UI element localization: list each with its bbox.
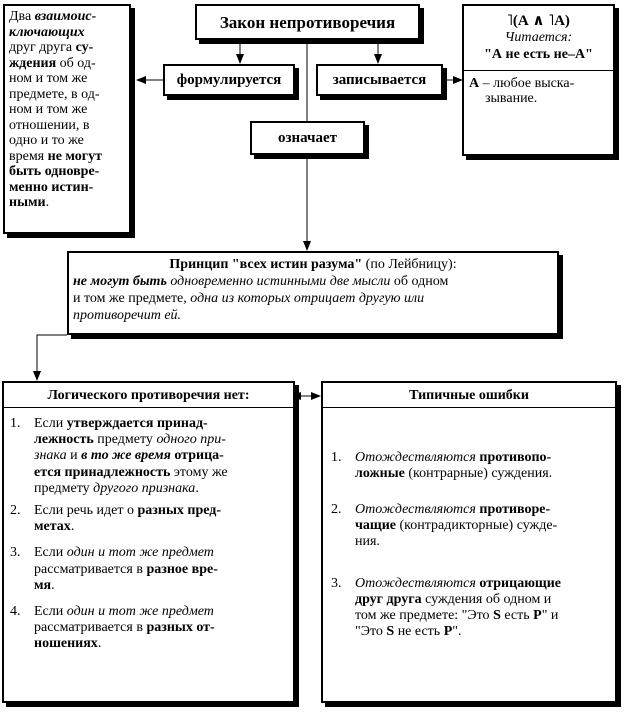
reading-text: "А не есть не–А" [484,47,593,62]
a-description: А – любое выска- зывание. [469,76,575,106]
list-item: 2. Отождествляются противоре- чащие (контрадикторные) сужде- ния. [331,502,558,549]
formula-box [462,4,615,156]
means-box [250,121,365,155]
no-contradiction-list [4,408,293,653]
typical-errors-box [321,381,617,703]
principle-to-left-line [37,335,67,380]
formulated-box [163,64,295,96]
list-item: 1. Отождествляются противопо- ложные (контрарные) суждения. [331,450,553,481]
list-item: 1. Если утверждается принад- лежность предмету одного при- знака и в то же время отрица- ется принадлежность этому же предмету другого признака. [10,416,228,496]
principle-line-2: и том же предмете, одна из которых отрицает другую или [73,291,425,306]
written-label: записывается [332,71,427,88]
principle-title: Принцип "всех истин разума" (по Лейбницу): [169,257,457,272]
list-item: 3. Если один и тот же предмет рассматривается в разное вре- мя. [10,545,218,593]
written-box [316,64,443,96]
formulated-label: формулируется [176,71,282,88]
law-title: Закон непротиворечия [219,12,396,32]
means-label: означает [277,129,338,146]
principle-box [67,251,559,335]
law-title-box [195,4,420,40]
no-contradiction-header: Логического противоречия нет: [4,383,293,408]
definition-text: Два взаимоис- ключающих друг друга су- ждения об од- ном и том же предмете, в од- ном и том же отношении, в одно и то же время не могут быть одновре- менно истин- ными. [9,9,102,210]
typical-errors-header: Типичные ошибки [323,383,615,408]
list-item: 3. Отождествляются отрицающие друг друга суждения об одном и том же предмете: "Это S есть P" и "Это S не есть P". [331,576,561,639]
principle-line-1: не могут быть одновременно истинными две мысли об одном [73,274,449,289]
no-contradiction-box [2,381,295,703]
definition-box [3,4,131,234]
list-item: 2. Если речь идет о разных пред- метах. [10,503,222,535]
read-as-label: Читается: [504,30,573,45]
formula: ˥(А ∧ ˥А) [507,13,570,29]
principle-line-3: противоречит ей. [73,308,182,323]
list-item: 4. Если один и тот же предмет рассматривается в разных от- ношениях. [10,604,215,652]
typical-errors-list [323,408,615,640]
